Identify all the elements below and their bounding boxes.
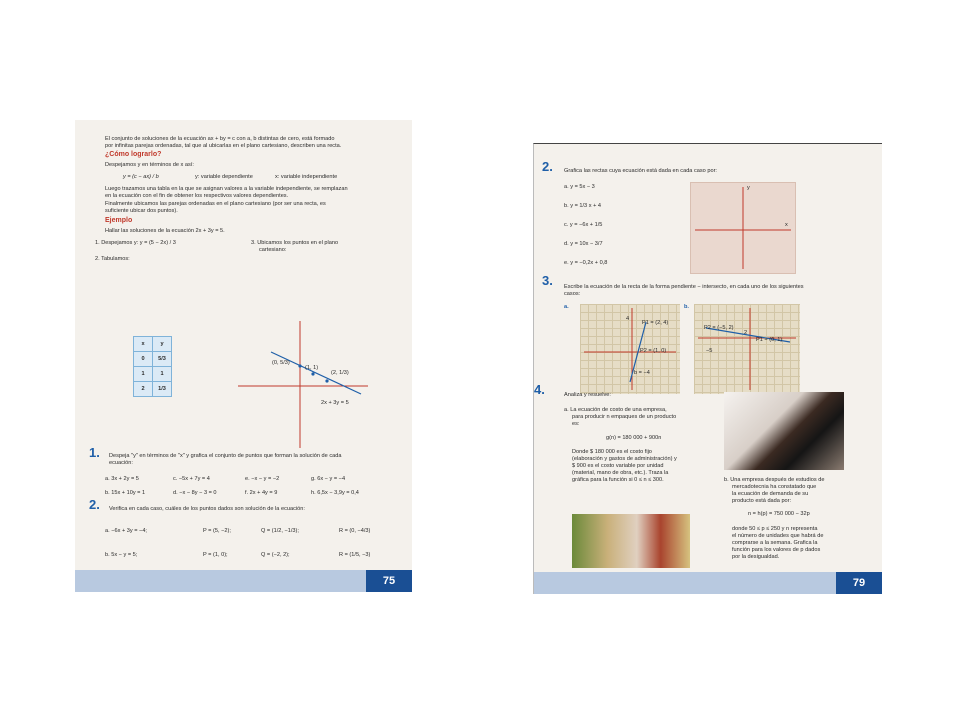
exercise-3-line-1: Escribe la ecuación de la recta de la forma pendiente − intersecto, en cada uno de los siguientes	[564, 284, 804, 290]
table-cell: 1/3	[153, 382, 172, 397]
var-dependiente: y: variable dependiente	[195, 174, 253, 180]
luego-line-2: en la ecuación con el fin de obtener los respectivos valores dependientes.	[105, 193, 289, 199]
graph-b-2: 2	[744, 330, 748, 336]
table-cell: 1	[153, 367, 172, 382]
right-page-79	[533, 143, 882, 594]
exercise-2-a-P: P = (5, −2);	[203, 528, 231, 534]
graph-b-p1: P1 = (0, 1)	[756, 337, 783, 343]
exercise-2-a-Q: Q = (1/2, −1/3);	[261, 528, 299, 534]
point	[325, 379, 328, 382]
exercise-2-text: Grafica las rectas cuya ecuación está dada en cada caso por:	[564, 168, 717, 174]
table-cell: 5/3	[153, 352, 172, 367]
page-number-79: 79	[836, 572, 882, 594]
ex4b-line-3: la ecuación de demanda de su	[732, 491, 809, 497]
graph-b-minus5: −5	[706, 348, 713, 354]
ex4a-line-7: (material, mano de obra, etc.). Traza la	[572, 470, 669, 476]
graph-a-b: b = −4	[634, 370, 650, 376]
ex4b-line-9: por la desigualdad.	[732, 554, 780, 560]
values-table-body	[133, 336, 172, 397]
ex4a-line-3: es:	[572, 421, 580, 427]
luego-line-1: Luego trazamos una tabla en la que se asignan valores a la variable independiente, se remplazan	[105, 186, 348, 192]
exercise-1-d: d. −x − 8y − 3 = 0	[173, 490, 217, 496]
point-label-2: (1, 1)	[305, 365, 319, 371]
point-label-1: (0, 5/3)	[272, 360, 290, 366]
exercise-3-b-label: b.	[684, 304, 689, 310]
laptop-hand-photo	[724, 392, 844, 470]
point	[311, 372, 314, 375]
exercise-2-a-R: R = (0, −4/3)	[339, 528, 371, 534]
ex4a-line-4: Donde $ 180 000 es el costo fijo	[572, 449, 652, 455]
ex4b-line-5: donde 50 ≤ p ≤ 250 y n representa	[732, 526, 818, 532]
ex4b-line-2: mercadotecnia ha constatado que	[732, 484, 817, 490]
exercise-4-text: Analiza y resuelve:	[564, 392, 611, 398]
exercise-1-h: h. 6,5x − 3,9y = 0,4	[311, 490, 359, 496]
graph-equation-label: 2x + 3y = 5	[321, 400, 349, 406]
intro-line-2: por infinitas parejas ordenadas, tal que al ubicarlas en el plano cartesiano, describen una recta.	[105, 143, 342, 149]
intro-line-1: El conjunto de soluciones de la ecuación ax + by = c con a, b distintas de cero, está formado	[105, 136, 335, 142]
ejemplo-heading: Ejemplo	[105, 217, 133, 224]
blank-cartesian-plane	[690, 182, 796, 274]
exercise-1-b: b. 15x + 10y = 1	[105, 490, 146, 496]
final-line-2: suficiente ubicar dos puntos).	[105, 208, 178, 214]
graph-b-p2: P2 = (−5, 2)	[704, 325, 734, 331]
exercise-3-number: 3.	[542, 273, 553, 288]
table-cell: 1	[134, 367, 153, 382]
graph-a-p2: P2 = (1, 0)	[640, 348, 667, 354]
exercise-3-line-2: casos:	[564, 291, 581, 297]
exercise-1-number: 1.	[89, 445, 100, 460]
ex4b-line-6: el número de unidades que habrá de	[732, 533, 824, 539]
step-3-cont: cartesiano:	[259, 247, 287, 253]
exercise-4-number: 4.	[534, 382, 545, 397]
exercise-2-text: Verifica en cada caso, cuáles de los puntos dados son solución de la ecuación:	[109, 506, 305, 512]
table-cell: 0	[134, 352, 153, 367]
exercise-1-a: a. 3x + 2y = 5	[105, 476, 139, 482]
table-cell: 2	[134, 382, 153, 397]
plane-svg	[691, 183, 795, 273]
ex4a-line-2: para producir n empaques de un producto	[572, 414, 677, 420]
exercise-2-b-P: P = (1, 0);	[203, 552, 228, 558]
ex4a-equation: g(n) = 180 000 + 900n	[606, 435, 662, 441]
como-lograrlo-heading: ¿Cómo lograrlo?	[105, 151, 162, 158]
page-footer-band	[534, 572, 882, 594]
exercise-1-f: f. 2x + 4y = 9	[245, 490, 278, 496]
solution-graph	[233, 316, 373, 452]
exercise-2-b: b. 5x − y = 5;	[105, 552, 138, 558]
ex4a-line-1: a. La ecuación de costo de una empresa,	[564, 407, 667, 413]
equation-c: c. y = −6x + 1/5	[564, 222, 603, 228]
equation-a: a. y = 5x − 3	[564, 184, 595, 190]
exercise-1-c: c. −5x + 7y = 4	[173, 476, 210, 482]
table-cell: x	[134, 337, 153, 352]
final-line-1: Finalmente ubicamos las parejas ordenadas en el plano cartesiano (por ser una recta, es	[105, 201, 326, 207]
page-footer-band	[75, 570, 412, 592]
ex4a-line-8: gráfica para la función si 0 ≤ n ≤ 300.	[572, 477, 664, 483]
exercise-2-b-Q: Q = (−2, 2);	[261, 552, 290, 558]
axis-y-label: y	[747, 185, 750, 191]
graph-svg	[233, 316, 373, 452]
step-3: 3. Ubicamos los puntos en el plano	[251, 240, 339, 246]
page-number-75: 75	[366, 570, 412, 592]
point	[298, 364, 301, 367]
var-independiente: x: variable independiente	[275, 174, 338, 180]
step-1: 1. Despejamos y: y = (5 − 2x) / 3	[95, 240, 176, 246]
step-2: 2. Tabulamos:	[95, 256, 130, 262]
axis-x-label: x	[785, 222, 788, 228]
despejamos-text: Despejamos y en términos de x así:	[105, 162, 194, 168]
ex4b-line-7: comprarse a la semana. Grafica la	[732, 540, 818, 546]
exercise-3-a-label: a.	[564, 304, 569, 310]
exercise-2-b-R: R = (1/5, −3)	[339, 552, 371, 558]
ex4a-line-6: $ 900 es el costo variable por unidad	[572, 463, 664, 469]
hallar-text: Hallar las soluciones de la ecuación 2x + 3y = 5.	[105, 228, 225, 234]
exercise-1-line-1: Despeja "y" en términos de "x" y grafica el conjunto de puntos que forman la solución de cada	[109, 453, 342, 459]
exercise-2-number: 2.	[89, 497, 100, 512]
table-cell: y	[153, 337, 172, 352]
exercise-2-a: a. −6x + 3y = −4;	[105, 528, 147, 534]
ex4b-line-8: función para los valores de p dados	[732, 547, 821, 553]
ex4b-line-1: b. Una empresa después de estudios de	[724, 477, 825, 483]
ex4a-line-5: (elaboración y gastos de administración) y	[572, 456, 677, 462]
ex4b-equation: n = h(p) = 750 000 − 32p	[748, 511, 810, 517]
equation-d: d. y = 10x − 3/7	[564, 241, 603, 247]
left-page-75	[75, 120, 412, 592]
exercise-2-number: 2.	[542, 159, 553, 174]
exercise-1-line-2: ecuación:	[109, 460, 133, 466]
point-label-3: (2, 1/3)	[331, 370, 349, 376]
formula: y = (c − ax) / b	[123, 174, 159, 180]
equation-b: b. y = 1/3 x + 4	[564, 203, 602, 209]
supermarket-photo	[572, 514, 690, 568]
ex4b-line-4: producto está dada por:	[732, 498, 792, 504]
exercise-1-g: g. 6x − y = −4	[311, 476, 346, 482]
equation-e: e. y = −0,2x + 0,8	[564, 260, 608, 266]
exercise-1-e: e. −x − y = −2	[245, 476, 280, 482]
graph-a-4: 4	[626, 316, 630, 322]
graph-a-p1: P1 = (2, 4)	[642, 320, 669, 326]
